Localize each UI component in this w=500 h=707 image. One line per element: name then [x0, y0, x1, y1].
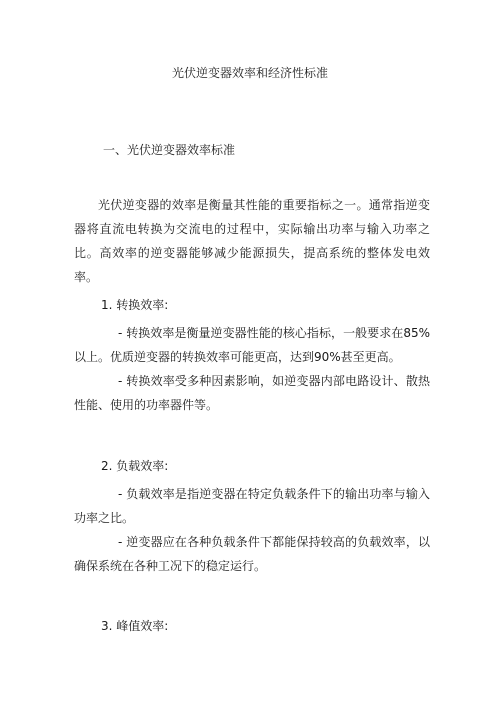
- item-heading-peak: 3. 峰值效率:: [101, 619, 169, 633]
- bullet-text: - 负载效率是指逆变器在特定负载条件下的输出功率与输入功率之比。: [74, 487, 430, 525]
- bullet-text: - 转换效率是衡量逆变器性能的核心指标，一般要求在85%以上。优质逆变器的转换效率可能更高，达到90%甚至更高。: [74, 326, 430, 364]
- intro-paragraph: 光伏逆变器的效率是衡量其性能的重要指标之一。通常指逆变器将直流电转换为交流电的过程中，实际输出功率与输入功率之比。高效率的逆变器能够减少能源损失，提高系统的整体发电效率。: [74, 198, 430, 284]
- bullet-text: - 转换效率受多种因素影响，如逆变器内部电路设计、散热性能、使用的功率器件等。: [74, 374, 430, 412]
- bullet-text: - 逆变器应在各种负载条件下都能保持较高的负载效率，以确保系统在各种工况下的稳定运行。: [74, 535, 430, 573]
- item-heading-conversion: 1. 转换效率:: [101, 298, 169, 312]
- document-title: 光伏逆变器效率和经济性标准: [171, 66, 328, 80]
- item-heading-load: 2. 负载效率:: [101, 459, 169, 473]
- section-heading: 一、光伏逆变器效率标准: [103, 143, 236, 157]
